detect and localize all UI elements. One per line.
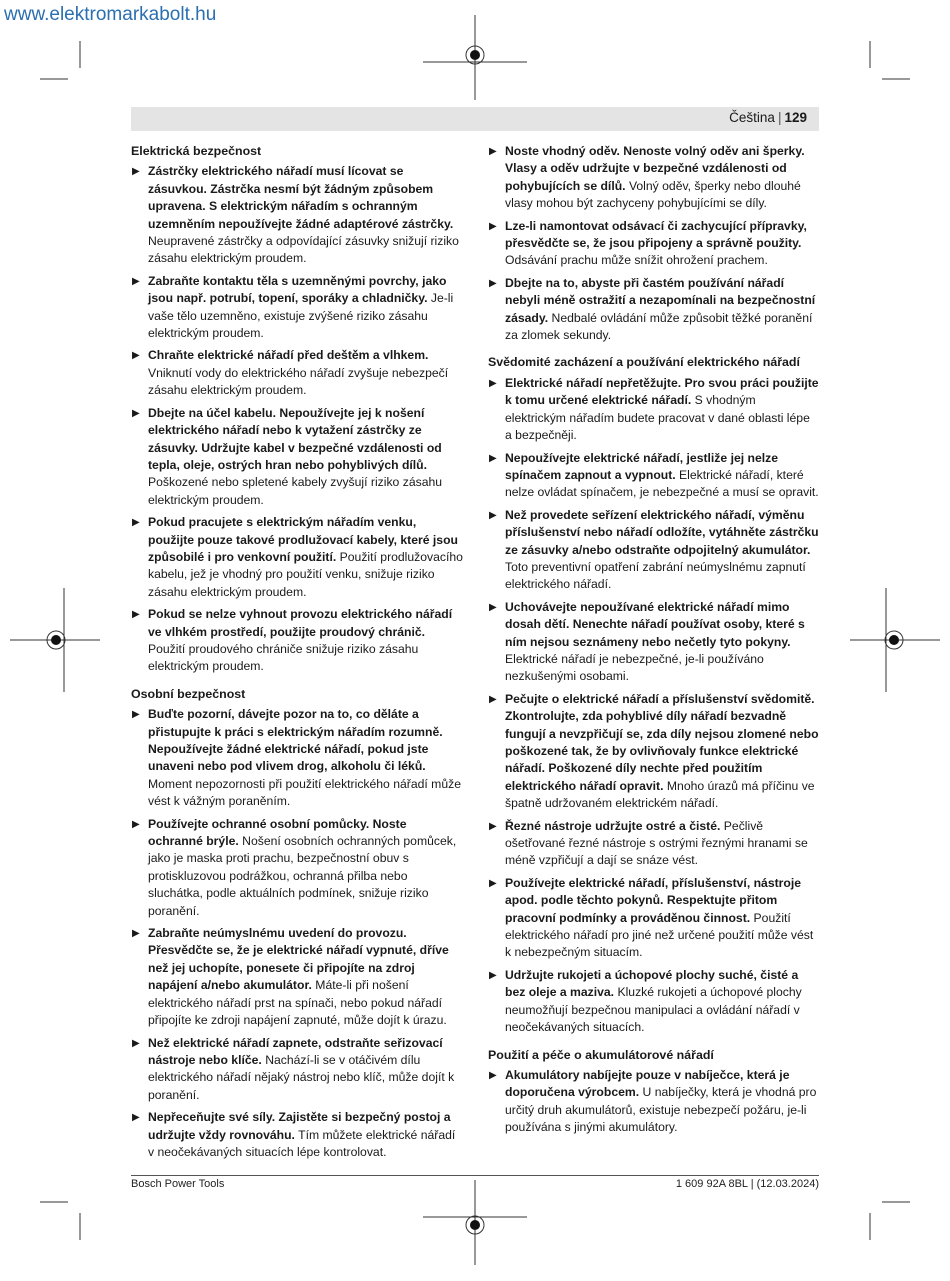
- instruction-explanation: Neupravené zástrčky a odpovídající zásuvky snižují riziko zásahu elektrickým proudem.: [148, 234, 459, 266]
- instruction-bold-text: Udržujte rukojeti a úchopové plochy suché, čisté a bez oleje a maziva.: [505, 967, 799, 1000]
- bullet-arrow-icon: ▶: [489, 1069, 497, 1081]
- left-column: [131, 143, 463, 1171]
- safety-instruction: [131, 1109, 463, 1161]
- instruction-explanation: Použití proudového chrániče snižuje riziko zásahu elektrickým proudem.: [148, 641, 419, 674]
- section-heading: Použití a péče o akumulátorové nářadí: [488, 1047, 714, 1062]
- instruction-explanation: Toto preventivní opatření zabrání neúmyslnému zapnutí elektrického nářadí.: [505, 559, 806, 592]
- instruction-explanation: Nedbalé ovládání může způsobit těžké poranění za zlomek sekundy.: [505, 310, 813, 343]
- instruction-bold-text: Uchovávejte nepoužívané elektrické nářadí mimo dosah dětí. Nenechte nářadí používat osoby, které s ním nejsou seznámeny nebo nečetly tyto pokyny.: [505, 599, 805, 649]
- instruction-explanation: Elektrické nářadí je nebezpečné, je-li používáno nezkušenými osobami.: [505, 651, 764, 684]
- instruction-bold-text: Akumulátory nabíjejte pouze v nabíječce, která je doporučena výrobcem.: [505, 1067, 790, 1100]
- instruction-explanation: Pečlivě ošetřované řezné nástroje s ostrými řeznými hranami se méně vzpřičují a dají se snáze vést.: [505, 818, 808, 868]
- header-separator: |: [777, 110, 782, 125]
- instruction-bold-text: Nepoužívejte elektrické nářadí, jestliže jej nelze spínačem zapnout a vypnout.: [505, 450, 778, 482]
- instruction-bold-text: Buďte pozorní, dávejte pozor na to, co děláte a přistupujte k práci s elektrickým nářadím rozumně. Nepoužívejte žádné elektrické nářadí, pokud jste unaveni nebo pod vlivem drog, alkoholu či léků.: [148, 707, 443, 774]
- page-header-text: [729, 110, 807, 125]
- instruction-explanation: Moment nepozornosti při použití elektrického nářadí může vést k vážným poraněním.: [148, 776, 461, 809]
- bullet-arrow-icon: ▶: [489, 220, 497, 232]
- bullet-arrow-icon: ▶: [489, 693, 497, 705]
- instruction-bold-text: Používejte ochranné osobní pomůcky. Noste ochranné brýle.: [148, 816, 407, 849]
- instruction-bold-text: Dbejte na to, abyste při častém používání nářadí nebyli méně ostražití a nezapomínali na bezpečnostní zásady.: [505, 275, 816, 325]
- instruction-explanation: Tím můžete elektrické nářadí v neočekávaných situacích lépe kontrolovat.: [148, 1127, 456, 1159]
- instruction-explanation: Vniknutí vody do elektrického nářadí zvyšuje nebezpečí zásahu elektrickým proudem.: [148, 365, 449, 398]
- bullet-arrow-icon: ▶: [489, 509, 497, 521]
- section-heading: Osobní bezpečnost: [131, 686, 246, 701]
- instruction-bold-text: Než provedete seřízení elektrického nářadí, výměnu příslušenství nebo nářadí odložíte, vytáhněte zástrčku ze zásuvky a/nebo odstraňte odpojitelný akumulátor.: [505, 507, 819, 557]
- safety-instruction: [131, 347, 463, 399]
- safety-instruction: [488, 875, 819, 962]
- instruction-bold-text: Noste vhodný oděv. Nenoste volný oděv ani šperky. Vlasy a oděv udržujte v bezpečné vzdálenosti od pohybujících se dílů.: [505, 144, 805, 193]
- safety-instruction: [131, 405, 463, 509]
- page-number: 129: [784, 110, 807, 125]
- footer-rule: [131, 1175, 819, 1176]
- instruction-bold-text: Pokud pracujete s elektrickým nářadím venku, použijte pouze takové prodlužovací kabely, které jsou způsobilé i pro venkovní použití.: [148, 515, 458, 564]
- safety-instruction: [131, 816, 463, 920]
- instruction-bold-text: Zabraňte kontaktu těla s uzemněnými povrchy, jako jsou např. potrubí, topení, sporáky a chladničky.: [148, 273, 447, 306]
- instruction-explanation: Kluzké rukojeti a úchopové plochy neumožňují bezpečnou manipulaci a ovládání nářadí v neočekávaných situacích.: [505, 985, 802, 1035]
- bullet-arrow-icon: ▶: [489, 377, 497, 389]
- instruction-explanation: Nošení osobních ochranných pomůcek, jako je maska proti prachu, bezpečnostní obuv s protiskluzovou podrážkou, ochranná přilba nebo sluchátka, podle aktuálních podmínek, snižuje riziko poranění.: [148, 834, 457, 918]
- instruction-bold-text: Řezné nástroje udržujte ostré a čisté.: [505, 818, 721, 833]
- safety-instruction: [131, 925, 463, 1029]
- safety-instruction: [488, 967, 819, 1037]
- instruction-bold-text: Zabraňte neúmyslnému uvedení do provozu. Přesvědčte se, že je elektrické nářadí vypnuté, dříve než jej uchopíte, ponesete či připojíte na zdroj napájení a/nebo akumulátor.: [148, 926, 449, 993]
- section-heading: Svědomité zacházení a používání elektrického nářadí: [488, 355, 800, 370]
- instruction-bold-text: Lze-li namontovat odsávací či zachycující přípravky, přesvědčte se, že jsou připojeny a správně použity.: [505, 218, 807, 251]
- instruction-bold-text: Chraňte elektrické nářadí před deštěm a vlhkem.: [148, 348, 429, 363]
- footer-brand: Bosch Power Tools: [131, 1178, 225, 1190]
- instruction-explanation: S vhodným elektrickým nářadím budete pracovat v dané oblasti lépe a bezpečněji.: [505, 393, 810, 443]
- bullet-arrow-icon: ▶: [132, 166, 140, 178]
- instruction-bold-text: Nepřeceňujte své síly. Zajistěte si bezpečný postoj a udržujte vždy rovnováhu.: [148, 1110, 451, 1142]
- safety-instruction: [131, 514, 463, 601]
- bullet-arrow-icon: ▶: [489, 820, 497, 832]
- instruction-explanation: Elektrické nářadí, které nelze ovládat spínačem, je nebezpečné a musí se opravit.: [505, 467, 819, 500]
- safety-instruction: [488, 1067, 819, 1137]
- bullet-arrow-icon: ▶: [132, 407, 140, 419]
- instruction-bold-text: Zástrčky elektrického nářadí musí lícovat se zásuvkou. Zástrčka nesmí být žádným způsobem upravena. S elektrickým nářadím s ochranným uzemněním nepoužívejte žádné adaptérové zástrčky.: [148, 164, 454, 231]
- section-gap: [131, 1166, 463, 1171]
- safety-instruction: [488, 375, 819, 445]
- safety-instruction: [131, 273, 463, 343]
- safety-instruction: [488, 218, 819, 270]
- instruction-explanation: Máte-li při nošení elektrického nářadí prst na spínači, nebo pokud nářadí připojíte ke zdroji napájení zapnuté, může dojít k úrazu.: [148, 978, 447, 1028]
- safety-instruction: [488, 691, 819, 813]
- safety-instruction: [131, 163, 463, 267]
- footer-doc-id: 1 609 92A 8BL | (12.03.2024): [675, 1178, 819, 1190]
- instruction-explanation: U nabíječky, která je vhodná pro určitý druh akumulátorů, existuje nebezpečí požáru, je-li používána s jinými akumulátory.: [505, 1085, 817, 1135]
- bullet-arrow-icon: ▶: [489, 969, 497, 981]
- right-column: [488, 143, 819, 1147]
- safety-instruction: [488, 507, 819, 594]
- instruction-bold-text: Než elektrické nářadí zapnete, odstraňte seřizovací nástroje nebo klíče.: [148, 1035, 443, 1067]
- instruction-explanation: Je-li vaše tělo uzemněno, existuje zvýšené riziko zásahu elektrickým proudem.: [148, 291, 454, 341]
- instruction-explanation: Nachází-li se v otáčivém dílu elektrického nářadí nějaký nástroj nebo klíč, může dojít k poranění.: [148, 1052, 455, 1102]
- page-header-bar: [131, 107, 819, 131]
- bullet-arrow-icon: ▶: [132, 609, 140, 621]
- bullet-arrow-icon: ▶: [132, 818, 140, 830]
- instruction-explanation: Použití elektrického nářadí pro jiné než určené použití může vést k nebezpečným situacím.: [505, 910, 814, 960]
- safety-instruction: [131, 706, 463, 810]
- instruction-explanation: Volný oděv, šperky nebo dlouhé vlasy mohou být zachyceny pohybujícími se díly.: [505, 178, 801, 211]
- instruction-bold-text: Pečujte o elektrické nářadí a příslušenství svědomitě. Zkontrolujte, zda pohyblivé díly nářadí bezvadně fungují a nevzpřičují se, zda díly nejsou zlomené nebo poškozené tak, že by ovlivňovaly funkce elektrické nářadí. Poškozené díly nechte před použitím elektrického nářadí opravit.: [505, 691, 819, 793]
- bullet-arrow-icon: ▶: [132, 275, 140, 287]
- safety-instruction: [488, 450, 819, 502]
- bullet-arrow-icon: ▶: [132, 709, 140, 721]
- section-gap: [488, 1142, 819, 1147]
- safety-instruction: [131, 606, 463, 676]
- instruction-bold-text: Dbejte na účel kabelu. Nepoužívejte jej k nošení elektrického nářadí nebo k vytažení zástrčky ze zásuvky. Udržujte kabel v bezpečné vzdálenosti od tepla, oleje, ostrých hran nebo pohyblivých dílů.: [148, 405, 442, 472]
- bullet-arrow-icon: ▶: [489, 146, 497, 157]
- safety-instruction: [488, 143, 819, 213]
- instruction-explanation: Odsávání prachu může snížit ohrožení prachem.: [505, 253, 768, 268]
- bullet-arrow-icon: ▶: [489, 452, 497, 464]
- instruction-explanation: Použití prodlužovacího kabelu, jež je vhodný pro použití venku, snižuje riziko zásahu elektrickým proudem.: [148, 549, 463, 599]
- bullet-arrow-icon: ▶: [132, 1112, 140, 1124]
- bullet-arrow-icon: ▶: [132, 350, 140, 362]
- bullet-arrow-icon: ▶: [489, 877, 497, 889]
- instruction-bold-text: Elektrické nářadí nepřetěžujte. Pro svou práci použijte k tomu určené elektrické nářadí.: [505, 375, 819, 408]
- bullet-arrow-icon: ▶: [132, 1037, 140, 1049]
- bullet-arrow-icon: ▶: [132, 928, 140, 940]
- bullet-arrow-icon: ▶: [489, 277, 497, 289]
- watermark[interactable]: www.elektromarkabolt.hu: [4, 4, 217, 25]
- instruction-explanation: Poškozené nebo spletené kabely zvyšují riziko zásahu elektrickým proudem.: [148, 475, 443, 507]
- bullet-arrow-icon: ▶: [489, 601, 497, 613]
- instruction-explanation: Mnoho úrazů má příčinu ve špatně udržovaném elektrickém nářadí.: [505, 778, 815, 811]
- safety-instruction: [488, 818, 819, 870]
- safety-instruction: [488, 599, 819, 686]
- bullet-arrow-icon: ▶: [132, 517, 140, 529]
- section-heading: Elektrická bezpečnost: [131, 144, 262, 158]
- header-language: Čeština: [729, 110, 775, 125]
- safety-instruction: [131, 1035, 463, 1105]
- instruction-bold-text: Pokud se nelze vyhnout provozu elektrického nářadí ve vlhkém prostředí, použijte proudový chránič.: [148, 607, 453, 639]
- safety-instruction: [488, 275, 819, 345]
- instruction-bold-text: Používejte elektrické nářadí, příslušenství, nástroje apod. podle těchto pokynů. Respektujte přitom pracovní podmínky a prováděnou činnost.: [505, 875, 802, 925]
